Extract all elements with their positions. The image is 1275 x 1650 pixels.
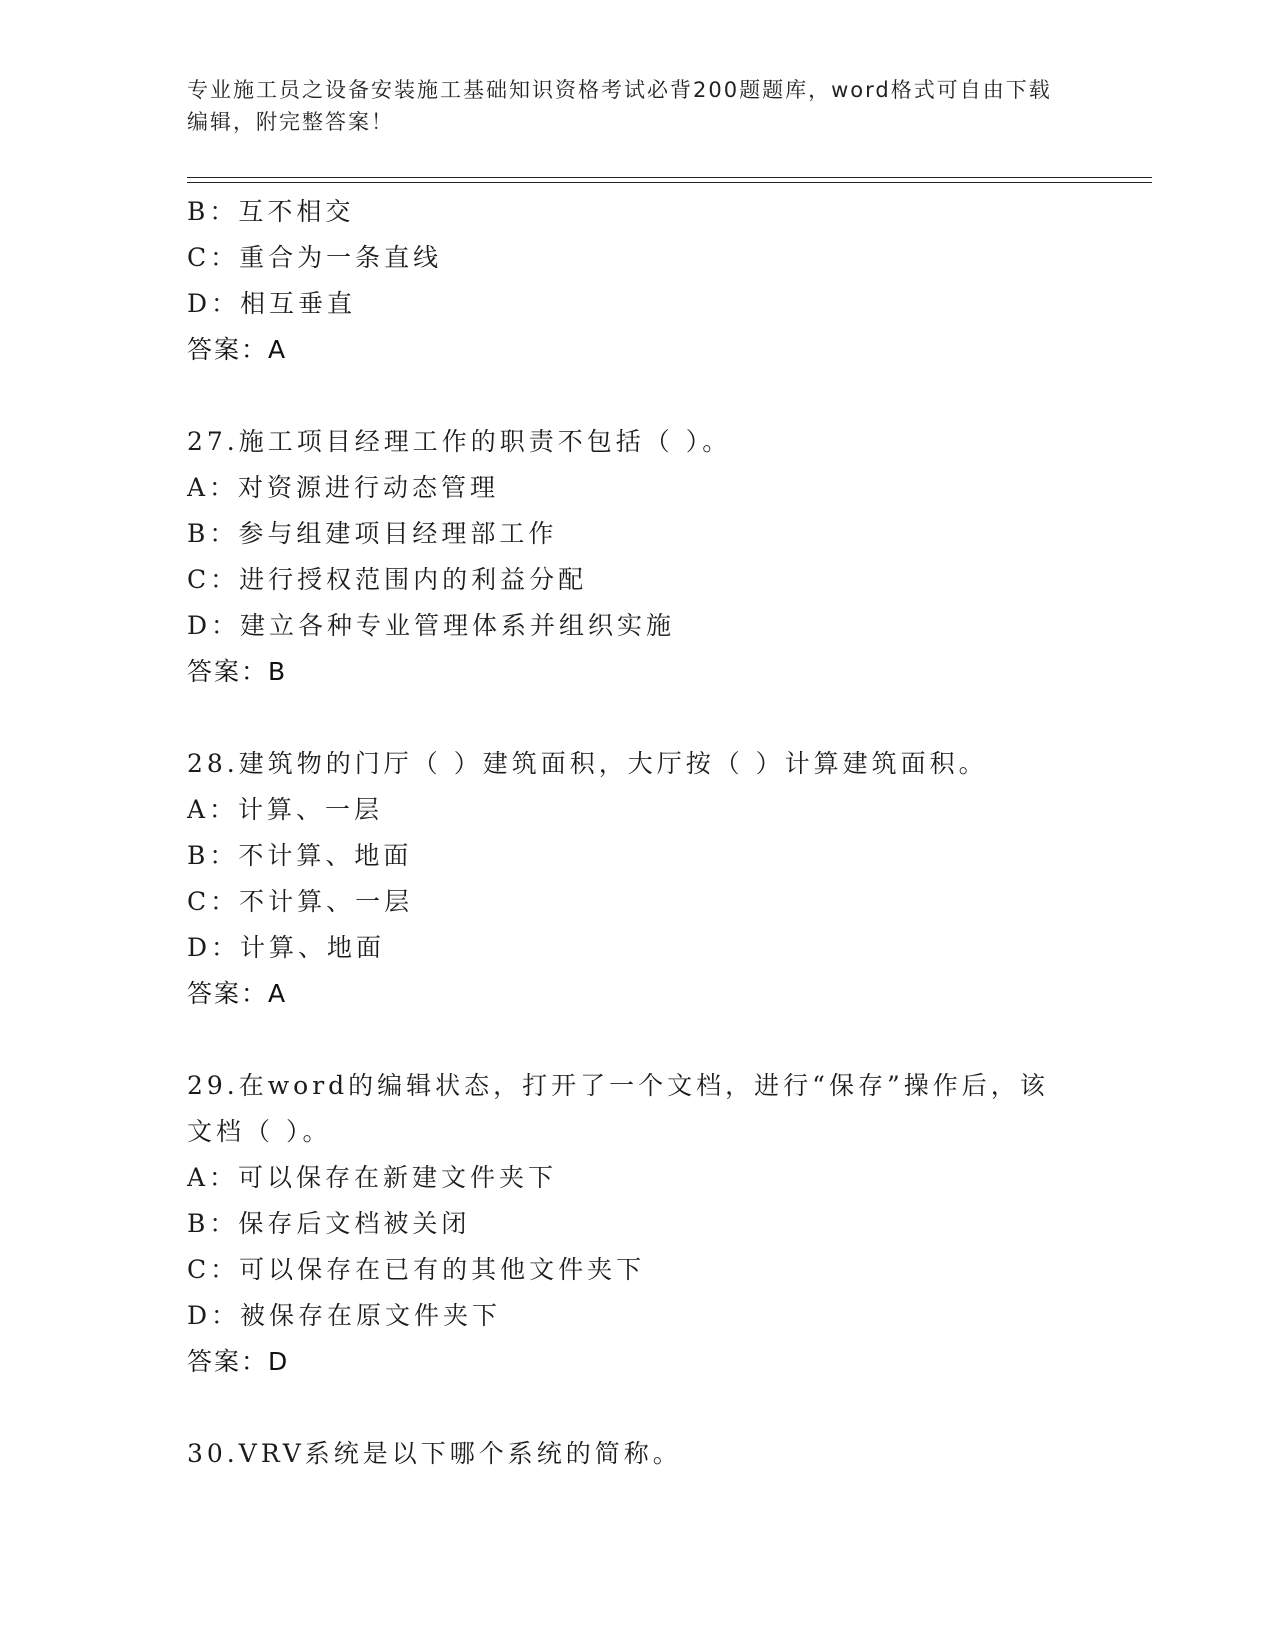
option-b: B：保存后文档被关闭 [187, 1209, 471, 1238]
option-b: B：参与组建项目经理部工作 [187, 519, 558, 548]
question-27 [187, 419, 1087, 695]
spacer [187, 373, 1087, 419]
question-text: 28.建筑物的门厅（ ）建筑面积，大厅按（ ）计算建筑面积。 [187, 749, 988, 778]
option-b: B：不计算、地面 [187, 841, 413, 870]
question-content [187, 189, 1087, 1477]
question-text: 30.VRV系统是以下哪个系统的简称。 [187, 1439, 682, 1468]
option-a: A：可以保存在新建文件夹下 [187, 1163, 558, 1192]
option-c: C：可以保存在已有的其他文件夹下 [187, 1255, 646, 1284]
question-29 [187, 1063, 1087, 1385]
question-28 [187, 741, 1087, 1017]
option-b: B：互不相交 [187, 197, 355, 226]
question-text: 27.施工项目经理工作的职责不包括（ ）。 [187, 427, 732, 456]
answer-label: 答案：A [187, 335, 288, 364]
question-text-line-1: 29.在word的编辑状态，打开了一个文档，进行“保存”操作后，该 [187, 1071, 1049, 1100]
option-d: D：被保存在原文件夹下 [187, 1301, 502, 1330]
option-a: A：计算、一层 [187, 795, 384, 824]
option-c: C：重合为一条直线 [187, 243, 443, 272]
question-text-line-2: 文档（ ）。 [187, 1117, 332, 1146]
header-rule-bottom [187, 182, 1152, 183]
question-30 [187, 1431, 1087, 1477]
option-d: D：建立各种专业管理体系并组织实施 [187, 611, 676, 640]
option-c: C：进行授权范围内的利益分配 [187, 565, 588, 594]
option-d: D：相互垂直 [187, 289, 357, 318]
spacer [187, 695, 1087, 741]
answer-label: 答案：A [187, 979, 288, 1008]
spacer [187, 1017, 1087, 1063]
option-a: A：对资源进行动态管理 [187, 473, 500, 502]
question-26-continuation [187, 189, 1087, 373]
spacer [187, 1385, 1087, 1431]
header-rule-top [187, 177, 1152, 178]
option-d: D：计算、地面 [187, 933, 386, 962]
option-c: C：不计算、一层 [187, 887, 414, 916]
answer-label: 答案：B [187, 657, 288, 686]
page-header: 专业施工员之设备安装施工基础知识资格考试必背200题题库，word格式可自由下载编辑，附完整答案！ [187, 78, 1052, 134]
answer-label: 答案：D [187, 1347, 290, 1376]
